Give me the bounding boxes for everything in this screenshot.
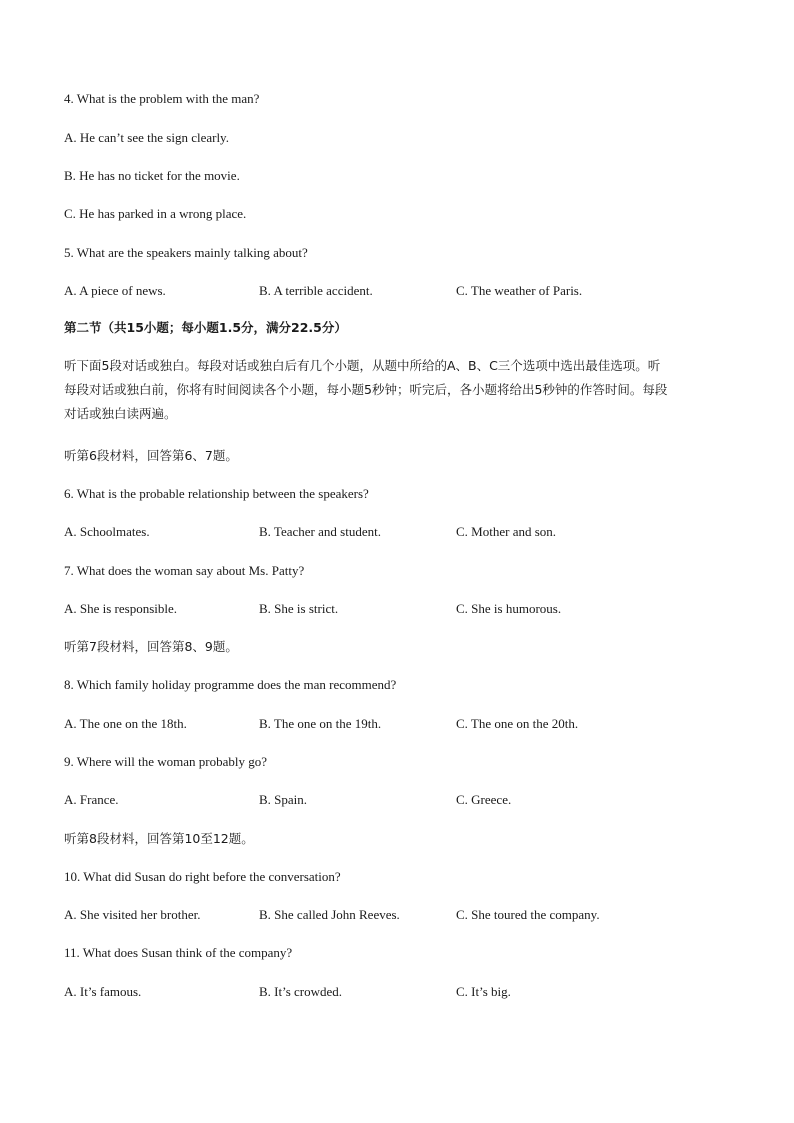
question-8-option-c: C. The one on the 20th. xyxy=(456,716,579,731)
question-7-option-c: C. She is humorous. xyxy=(456,601,562,616)
question-4-option-b: B. He has no ticket for the movie. xyxy=(64,168,240,183)
question-5-option-a: A. A piece of news. xyxy=(64,283,166,298)
question-8-option-a: A. The one on the 18th. xyxy=(64,716,187,731)
question-7-options xyxy=(64,601,734,617)
question-9: 9. Where will the woman probably go? xyxy=(64,754,268,769)
passage-7-label: 听第7段材料，回答第8、9题。 xyxy=(64,639,238,654)
question-5-options xyxy=(64,283,734,299)
question-6-option-a: A. Schoolmates. xyxy=(64,524,150,539)
question-6-option-b: B. Teacher and student. xyxy=(259,524,381,539)
question-10-options xyxy=(64,907,734,923)
question-4: 4. What is the problem with the man? xyxy=(64,91,260,106)
question-11-options xyxy=(64,984,734,1000)
question-10-option-c: C. She toured the company. xyxy=(456,907,600,922)
passage-6-label: 听第6段材料，回答第6、7题。 xyxy=(64,448,238,463)
question-7-option-a: A. She is responsible. xyxy=(64,601,178,616)
instruction-line-2: 每段对话或独白前，你将有时间阅读各个小题，每小题5秒钟；听完后，各小题将给出5秒钟的作答时间。每段 xyxy=(64,382,668,397)
question-5-option-b: B. A terrible accident. xyxy=(259,283,373,298)
question-5: 5. What are the speakers mainly talking about? xyxy=(64,245,308,260)
question-11: 11. What does Susan think of the company? xyxy=(64,945,293,960)
question-9-options xyxy=(64,792,734,808)
question-10: 10. What did Susan do right before the conversation? xyxy=(64,869,341,884)
section-2-heading: 第二节（共15小题；每小题1.5分，满分22.5分） xyxy=(64,320,347,335)
question-8-options xyxy=(64,716,734,732)
question-4-option-c: C. He has parked in a wrong place. xyxy=(64,206,247,221)
question-6-options xyxy=(64,524,734,540)
passage-8-label: 听第8段材料，回答第10至12题。 xyxy=(64,831,254,846)
question-9-option-c: C. Greece. xyxy=(456,792,512,807)
question-9-option-b: B. Spain. xyxy=(259,792,308,807)
section-2-instructions xyxy=(64,354,732,426)
question-8: 8. Which family holiday programme does the man recommend? xyxy=(64,677,397,692)
question-8-option-b: B. The one on the 19th. xyxy=(259,716,382,731)
question-10-option-b: B. She called John Reeves. xyxy=(259,907,400,922)
question-9-option-a: A. France. xyxy=(64,792,119,807)
question-10-option-a: A. She visited her brother. xyxy=(64,907,201,922)
question-6-option-c: C. Mother and son. xyxy=(456,524,557,539)
instruction-line-1: 听下面5段对话或独白。每段对话或独白后有几个小题，从题中所给的A、B、C三个选项中选出最佳选项。听 xyxy=(64,358,661,373)
question-7: 7. What does the woman say about Ms. Patty? xyxy=(64,563,305,578)
instruction-line-3: 对话或独白读两遍。 xyxy=(64,406,177,421)
question-11-option-b: B. It’s crowded. xyxy=(259,984,343,999)
question-11-option-a: A. It’s famous. xyxy=(64,984,142,999)
question-5-option-c: C. The weather of Paris. xyxy=(456,283,583,298)
question-6: 6. What is the probable relationship between the speakers? xyxy=(64,486,369,501)
question-4-option-a: A. He can’t see the sign clearly. xyxy=(64,130,229,145)
question-7-option-b: B. She is strict. xyxy=(259,601,339,616)
question-11-option-c: C. It’s big. xyxy=(456,984,511,999)
